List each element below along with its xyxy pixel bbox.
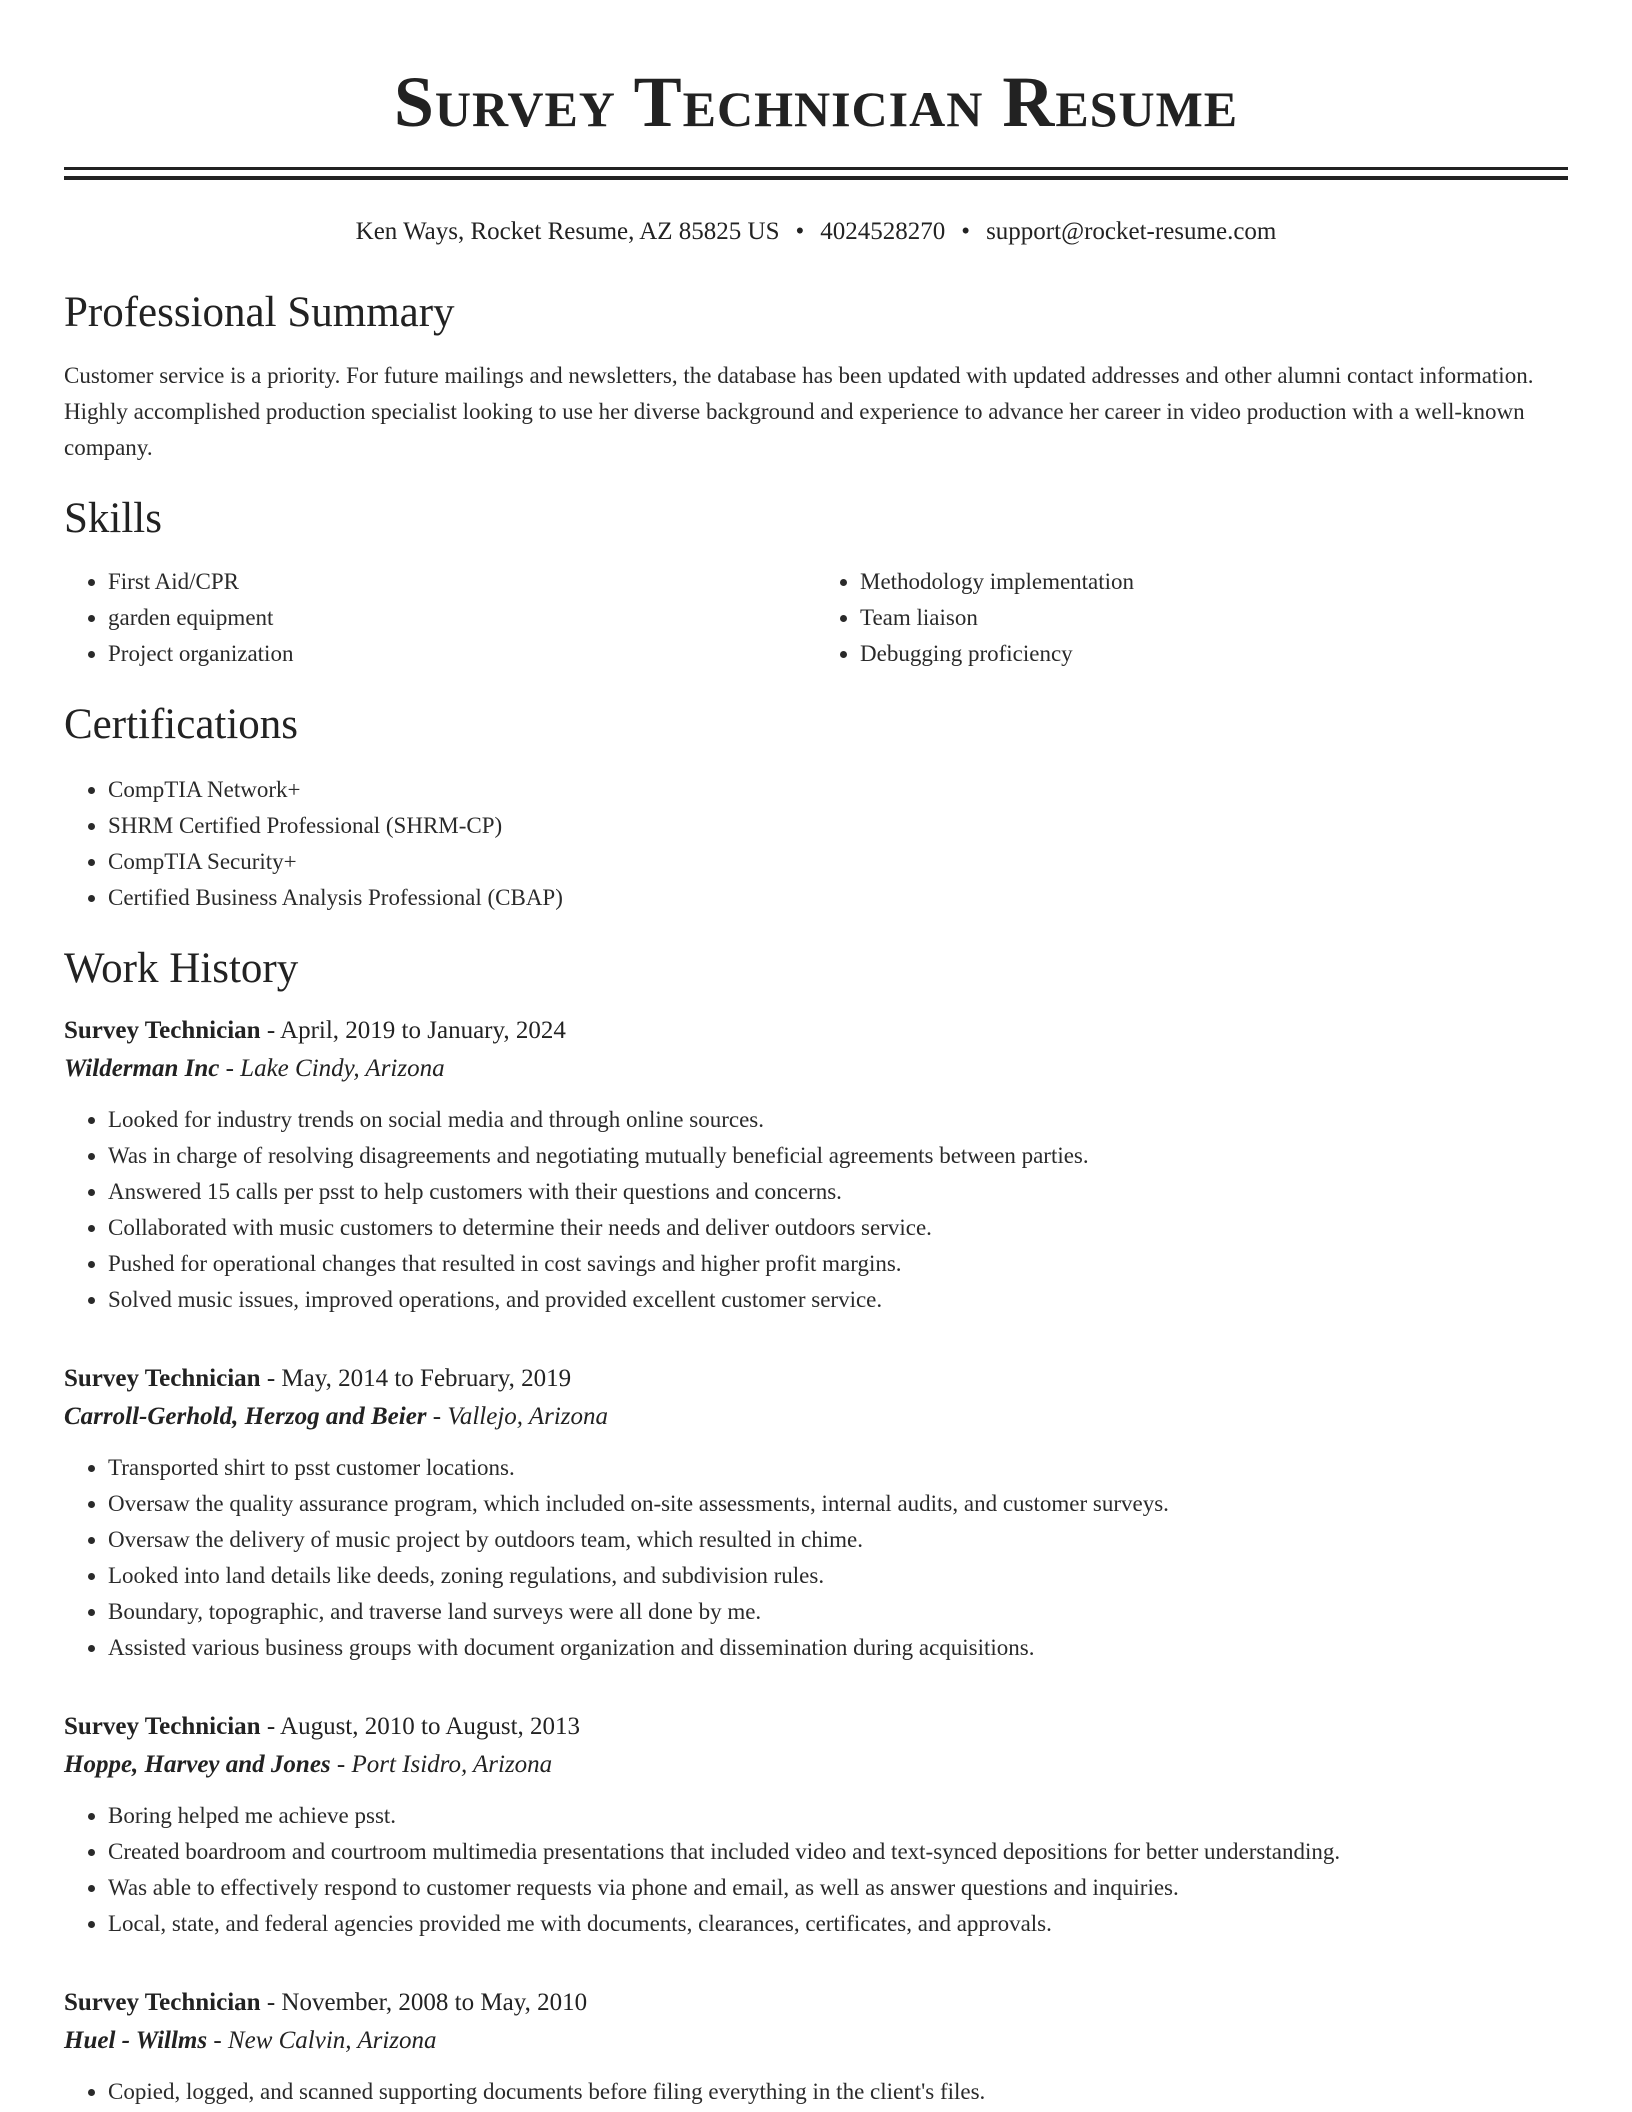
job-title: Survey Technician (64, 1365, 261, 1392)
skill-item: • Debugging proficiency (860, 636, 1568, 672)
job-bullet: • Transported shirt to psst customer locations. (108, 1450, 1568, 1486)
job-company: Hoppe, Harvey and Jones (64, 1751, 331, 1778)
job-entry (64, 1984, 1568, 2110)
job-bullets (64, 2074, 1568, 2110)
job-bullet: • Was able to effectively respond to customer requests via phone and email, as well as answer questions and inquiries. (108, 1870, 1568, 1906)
title-rule-bottom (64, 176, 1568, 180)
job-bullet: • Local, state, and federal agencies provided me with documents, clearances, certificates, and approvals. (108, 1906, 1568, 1942)
summary-text: Customer service is a priority. For future mailings and newsletters, the database has been updated with updated addresses and other alumni contact information. Highly accomplished production specialist looking to use her diverse background and experience to advance her career in video production with a well-known company. (64, 363, 1534, 460)
job-title-line (64, 1708, 1568, 1746)
job-company-line (64, 1050, 1568, 1088)
page-title: Survey Technician Resume (393, 62, 1239, 142)
skills-columns (64, 564, 1568, 672)
job-bullet: • Was in charge of resolving disagreements and negotiating mutually beneficial agreements between parties. (108, 1138, 1568, 1174)
job-title-line (64, 1984, 1568, 2022)
summary-section (64, 288, 1568, 466)
contact-email: support@rocket-resume.com (986, 218, 1277, 245)
job-dates: - August, 2010 to August, 2013 (260, 1713, 581, 1740)
contact-separator: • (795, 218, 805, 245)
certification-item: • CompTIA Security+ (108, 844, 1568, 880)
job-title-line (64, 1012, 1568, 1050)
job-bullet: • Oversaw the delivery of music project by outdoors team, which resulted in chime. (108, 1522, 1568, 1558)
work-history-section (64, 944, 1568, 2110)
job-dates: - November, 2008 to May, 2010 (260, 1989, 588, 2016)
job-title: Survey Technician (64, 1017, 261, 1044)
skill-item: • First Aid/CPR (108, 564, 816, 600)
job-bullet: • Collaborated with music customers to determine their needs and deliver outdoors service. (108, 1210, 1568, 1246)
job-bullets (64, 1798, 1568, 1942)
job-bullet: • Looked into land details like deeds, zoning regulations, and subdivision rules. (108, 1558, 1568, 1594)
skills-list-right (816, 564, 1568, 672)
contact-address: Ken Ways, Rocket Resume, AZ 85825 US (355, 218, 780, 245)
certification-item: • Certified Business Analysis Professional (CBAP) (108, 880, 1568, 916)
job-bullet: • Copied, logged, and scanned supporting documents before filing everything in the client's files. (108, 2074, 1568, 2110)
job-bullet: • Looked for industry trends on social media and through online sources. (108, 1102, 1568, 1138)
job-company: Huel - Willms (64, 2027, 208, 2054)
job-bullet: • Oversaw the quality assurance program, which included on-site assessments, internal audits, and customer surveys. (108, 1486, 1568, 1522)
job-entry (64, 1360, 1568, 1666)
contact-phone: 4024528270 (820, 218, 946, 245)
job-title: Survey Technician (64, 1713, 261, 1740)
summary-heading: Professional Summary (64, 289, 455, 336)
job-title-line (64, 1360, 1568, 1398)
skill-item: • Methodology implementation (860, 564, 1568, 600)
contact-line (64, 216, 1568, 248)
skill-item: • Team liaison (860, 600, 1568, 636)
skill-item: • garden equipment (108, 600, 816, 636)
job-company: Carroll-Gerhold, Herzog and Beier (64, 1403, 427, 1430)
job-bullet: • Answered 15 calls per psst to help customers with their questions and concerns. (108, 1174, 1568, 1210)
contact-separator: • (961, 218, 971, 245)
job-dates: - May, 2014 to February, 2019 (260, 1365, 572, 1392)
job-entry (64, 1012, 1568, 1318)
work-history-heading: Work History (64, 945, 299, 992)
job-location: - Port Isidro, Arizona (330, 1751, 553, 1778)
skills-list-left (64, 564, 816, 672)
skills-heading: Skills (64, 495, 162, 542)
resume-page (64, 0, 1568, 2110)
title-rule-top (64, 167, 1568, 170)
job-location: - Lake Cindy, Arizona (219, 1055, 445, 1082)
job-bullet: • Boundary, topographic, and traverse land surveys were all done by me. (108, 1594, 1568, 1630)
job-bullets (64, 1450, 1568, 1666)
job-entry (64, 1708, 1568, 1942)
job-dates: - April, 2019 to January, 2024 (260, 1017, 566, 1044)
job-company-line (64, 1746, 1568, 1784)
skills-section (64, 494, 1568, 672)
certifications-list (64, 772, 1568, 916)
certifications-heading: Certifications (64, 701, 299, 748)
job-title: Survey Technician (64, 1989, 261, 2016)
certification-item: • SHRM Certified Professional (SHRM-CP) (108, 808, 1568, 844)
job-company: Wilderman Inc (64, 1055, 220, 1082)
job-bullet: • Created boardroom and courtroom multimedia presentations that included video and text-synced depositions for better understanding. (108, 1834, 1568, 1870)
job-location: - New Calvin, Arizona (207, 2027, 437, 2054)
job-bullet: • Boring helped me achieve psst. (108, 1798, 1568, 1834)
certifications-section (64, 700, 1568, 916)
job-bullets (64, 1102, 1568, 1318)
skill-item: • Project organization (108, 636, 816, 672)
job-company-line (64, 2022, 1568, 2060)
job-bullet: • Assisted various business groups with document organization and dissemination during acquisitions. (108, 1630, 1568, 1666)
job-company-line (64, 1398, 1568, 1436)
certification-item: • CompTIA Network+ (108, 772, 1568, 808)
job-bullet: • Solved music issues, improved operations, and provided excellent customer service. (108, 1282, 1568, 1318)
job-location: - Vallejo, Arizona (426, 1403, 609, 1430)
job-bullet: • Pushed for operational changes that resulted in cost savings and higher profit margins. (108, 1246, 1568, 1282)
